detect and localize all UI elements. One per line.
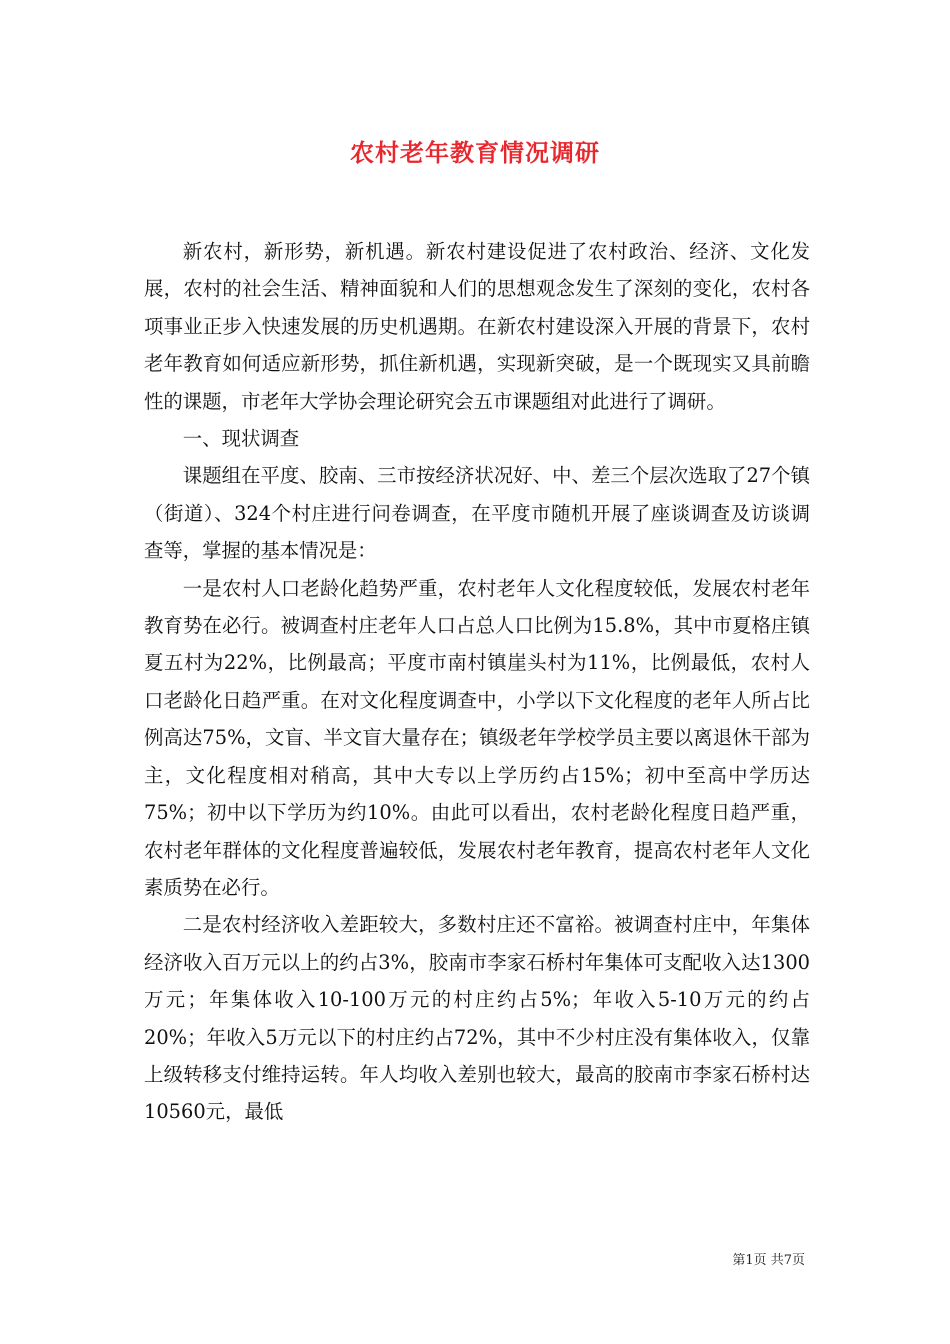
document-body <box>144 233 810 1131</box>
section-heading: 一、现状调查 <box>182 427 300 451</box>
paragraph-survey: 课题组在平度、胶南、三市按经济状况好、中、差三个层次选取了27个镇（街道）、324个村庄进行问卷调查，在平度市随机开展了座谈调查及访谈调查等，掌握的基本情况是： <box>144 464 810 563</box>
document-title: 农村老年教育情况调研 <box>350 138 600 167</box>
paragraph-income: 二是农村经济收入差距较大，多数村庄还不富裕。被调查村庄中，年集体经济收入百万元以上的约占3%，胶南市李家石桥村年集体可支配收入达1300万元；年集体收入10-100万元的村庄约占5%；年收入5-10万元的约占20%；年收入5万元以下的村庄约占72%，其中不少村庄没有集体收入，仅靠上级转移支付维持运转。年人均收入差别也较大，最高的胶南市李家石桥村达10560元，最低 <box>144 913 810 1124</box>
paragraph-intro: 新农村，新形势，新机遇。新农村建设促进了农村政治、经济、文化发展，农村的社会生活、精神面貌和人们的思想观念发生了深刻的变化，农村各项事业正步入快速发展的历史机遇期。在新农村建设深入开展的背景下，农村老年教育如何适应新形势，抓住新机遇，实现新突破，是一个既现实又具前瞻性的课题，市老年大学协会理论研究会五市课题组对此进行了调研。 <box>144 240 810 413</box>
page-number: 第1页 共7页 <box>732 1253 805 1268</box>
paragraph-aging: 一是农村人口老龄化趋势严重，农村老年人文化程度较低，发展农村老年教育势在必行。被调查村庄老年人口占总人口比例为15.8%，其中市夏格庄镇夏五村为22%，比例最高；平度市南村镇崖头村为11%，比例最低，农村人口老龄化日趋严重。在对文化程度调查中，小学以下文化程度的老年人所占比例高达75%，文盲、半文盲大量存在；镇级老年学校学员主要以离退休干部为主，文化程度相对稍高，其中大专以上学历约占15%；初中至高中学历达75%；初中以下学历为约10%。由此可以看出，农村老龄化程度日趋严重，农村老年群体的文化程度普遍较低，发展农村老年教育，提高农村老年人文化素质势在必行。 <box>144 576 810 899</box>
